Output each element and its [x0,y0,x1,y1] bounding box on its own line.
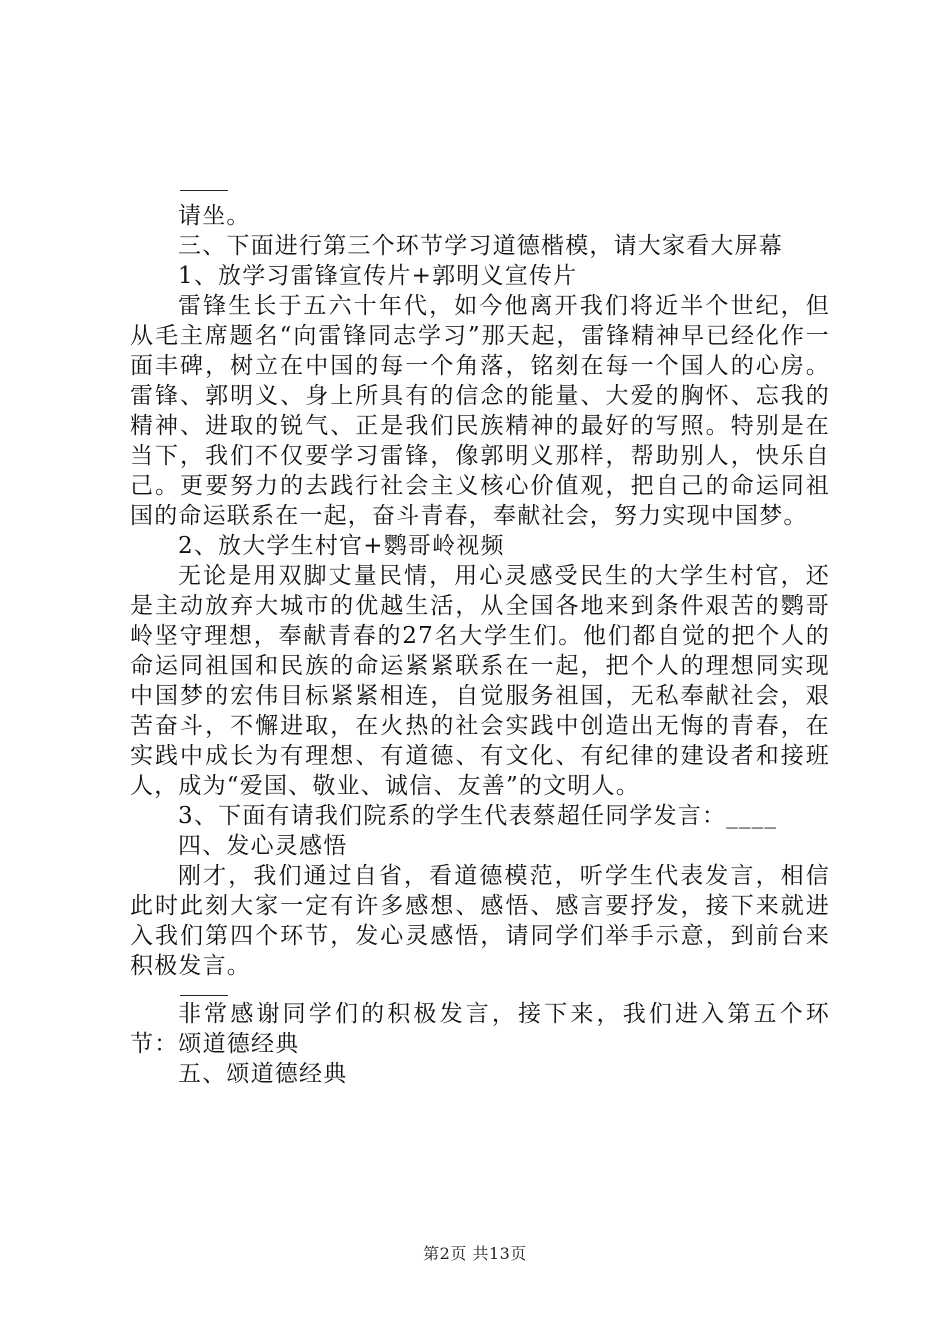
blank-underline [180,995,228,996]
paragraph-thanks: 非常感谢同学们的积极发言，接下来，我们进入第五个环节：颂道德经典 [130,1001,830,1057]
item-1-heading: 1、放学习雷锋宣传片+郭明义宣传片 [178,263,578,289]
page-number-footer: 第2页 共13页 [423,1244,527,1263]
item-3-heading: 3、下面有请我们院系的学生代表蔡超任同学发言：____ [178,803,778,829]
paragraph-please-sit: 请坐。 [178,203,251,229]
paragraph-leifeng: 雷锋生长于五六十年代，如今他离开我们将近半个世纪，但从毛主席题名“向雷锋同志学习”那天起，雷锋精神早已经化作一面丰碑，树立在中国的每一个角落，铭刻在每一个国人的心房。雷锋、郭明义、身上所具有的信念的能量、大爱的胸怀、忘我的精神、进取的锐气、正是我们民族精神的最好的写照。特别是在当下，我们不仅要学习雷锋，像郭明义那样，帮助别人，快乐自己。更要努力的去践行社会主义核心价值观，把自己的命运同祖国的命运联系在一起，奋斗青春，奉献社会，努力实现中国梦。 [130,293,830,529]
section-four-heading: 四、发心灵感悟 [178,833,348,859]
paragraph-village-officials: 无论是用双脚丈量民情，用心灵感受民生的大学生村官，还是主动放弃大城市的优越生活，从全国各地来到条件艰苦的鹦哥岭坚守理想，奉献青春的27名大学生们。他们都自觉的把个人的命运同祖国和民族的命运紧紧联系在一起，把个人的理想同实现中国梦的宏伟目标紧紧相连，自觉服务祖国，无私奉献社会，艰苦奋斗，不懈进取，在火热的社会实践中创造出无悔的青春，在实践中成长为有理想、有道德、有文化、有纪律的建设者和接班人，成为“爱国、敬业、诚信、友善”的文明人。 [130,563,830,799]
document-body [130,190,830,1089]
section-five-heading: 五、颂道德经典 [178,1061,348,1087]
item-2-heading: 2、放大学生村官+鹦哥岭视频 [178,533,505,559]
section-three-heading: 三、下面进行第三个环节学习道德楷模，请大家看大屏幕 [178,233,783,259]
blank-underline [180,190,228,191]
paragraph-reflections: 刚才，我们通过自省，看道德模范，听学生代表发言，相信此时此刻大家一定有许多感想、感悟、感言要抒发，接下来就进入我们第四个环节，发心灵感悟，请同学们举手示意，到前台来积极发言。 [130,863,830,979]
